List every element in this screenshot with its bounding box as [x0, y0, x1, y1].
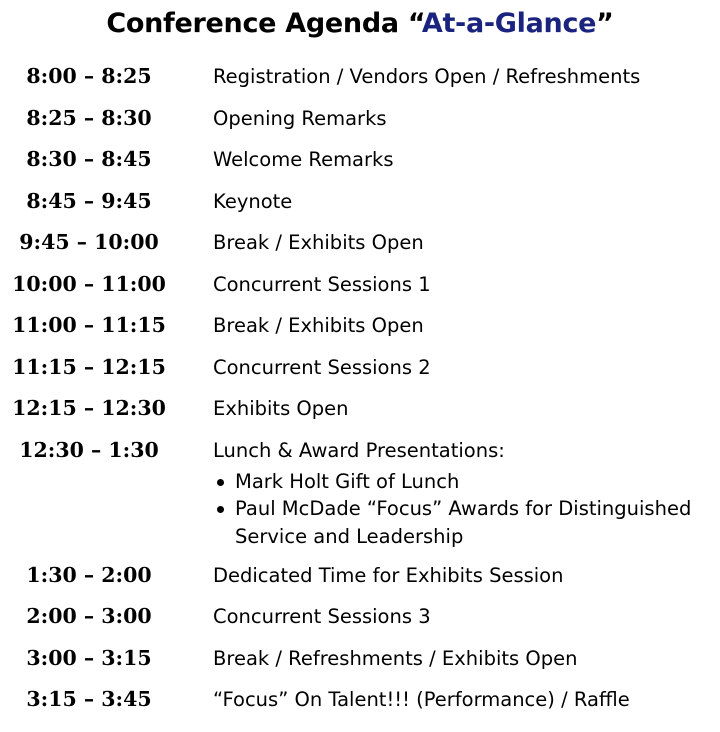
agenda-time: 9:45 – 10:00	[19, 230, 159, 254]
agenda-row	[0, 349, 720, 391]
title-highlight: At-a-Glance	[421, 8, 597, 39]
title-main: Conference Agenda	[106, 8, 399, 39]
agenda-desc: Exhibits Open	[213, 397, 349, 420]
agenda-time: 8:45 – 9:45	[26, 188, 152, 213]
agenda-row	[0, 640, 720, 682]
agenda-desc: Break / Exhibits Open	[213, 231, 424, 254]
title-open-quote: “	[407, 8, 422, 39]
agenda-row	[0, 58, 720, 100]
agenda-time: 3:00 – 3:15	[26, 645, 152, 670]
agenda-time: 1:30 – 2:00	[26, 562, 152, 587]
agenda-desc: Opening Remarks	[213, 106, 387, 130]
agenda-desc: Registration / Vendors Open / Refreshments	[213, 65, 641, 88]
agenda-desc: Dedicated Time for Exhibits Session	[213, 563, 564, 587]
lunch-bullet-list	[217, 468, 691, 551]
agenda-time: 8:25 – 8:30	[26, 105, 152, 130]
agenda-row	[0, 224, 720, 266]
agenda-desc: Welcome Remarks	[213, 148, 394, 171]
agenda-row	[0, 681, 720, 723]
agenda-time: 8:00 – 8:25	[26, 64, 152, 88]
agenda-row	[0, 598, 720, 640]
page-title	[0, 8, 720, 39]
agenda-desc: Keynote	[213, 189, 293, 213]
agenda-table	[0, 58, 720, 723]
agenda-row	[0, 432, 720, 557]
agenda-time: 11:15 – 12:15	[12, 354, 166, 379]
agenda-desc: Concurrent Sessions 3	[213, 605, 431, 628]
bullet-dot-icon	[217, 506, 224, 513]
agenda-time: 8:30 – 8:45	[26, 147, 152, 171]
bullet-dot-icon	[217, 479, 224, 486]
agenda-time: 2:00 – 3:00	[26, 604, 152, 628]
agenda-desc: “Focus” On Talent!!! (Performance) / Raffle	[213, 688, 630, 711]
bullet-item	[217, 468, 691, 496]
bullet-text: Mark Holt Gift of Lunch	[235, 469, 460, 493]
agenda-row	[0, 557, 720, 599]
agenda-time: 10:00 – 11:00	[12, 271, 166, 296]
agenda-row	[0, 100, 720, 142]
agenda-time: 12:30 – 1:30	[19, 437, 159, 462]
agenda-row	[0, 307, 720, 349]
agenda-row	[0, 390, 720, 432]
agenda-time: 3:15 – 3:45	[26, 687, 152, 711]
bullet-text-continued: Service and Leadership	[235, 524, 464, 548]
agenda-row	[0, 141, 720, 183]
agenda-desc: Concurrent Sessions 1	[213, 272, 431, 296]
agenda-desc: Break / Exhibits Open	[213, 314, 424, 337]
agenda-time: 12:15 – 12:30	[12, 396, 166, 420]
bullet-text: Paul McDade “Focus” Awards for Distinguished	[235, 497, 692, 520]
bullet-item	[217, 495, 691, 550]
title-close-quote: ”	[596, 8, 614, 39]
agenda-desc: Concurrent Sessions 2	[213, 355, 431, 379]
agenda-desc: Break / Refreshments / Exhibits Open	[213, 646, 578, 670]
agenda-time: 11:00 – 11:15	[12, 313, 166, 337]
agenda-row	[0, 183, 720, 225]
agenda-desc: Lunch & Award Presentations:	[213, 438, 505, 462]
agenda-row	[0, 266, 720, 308]
